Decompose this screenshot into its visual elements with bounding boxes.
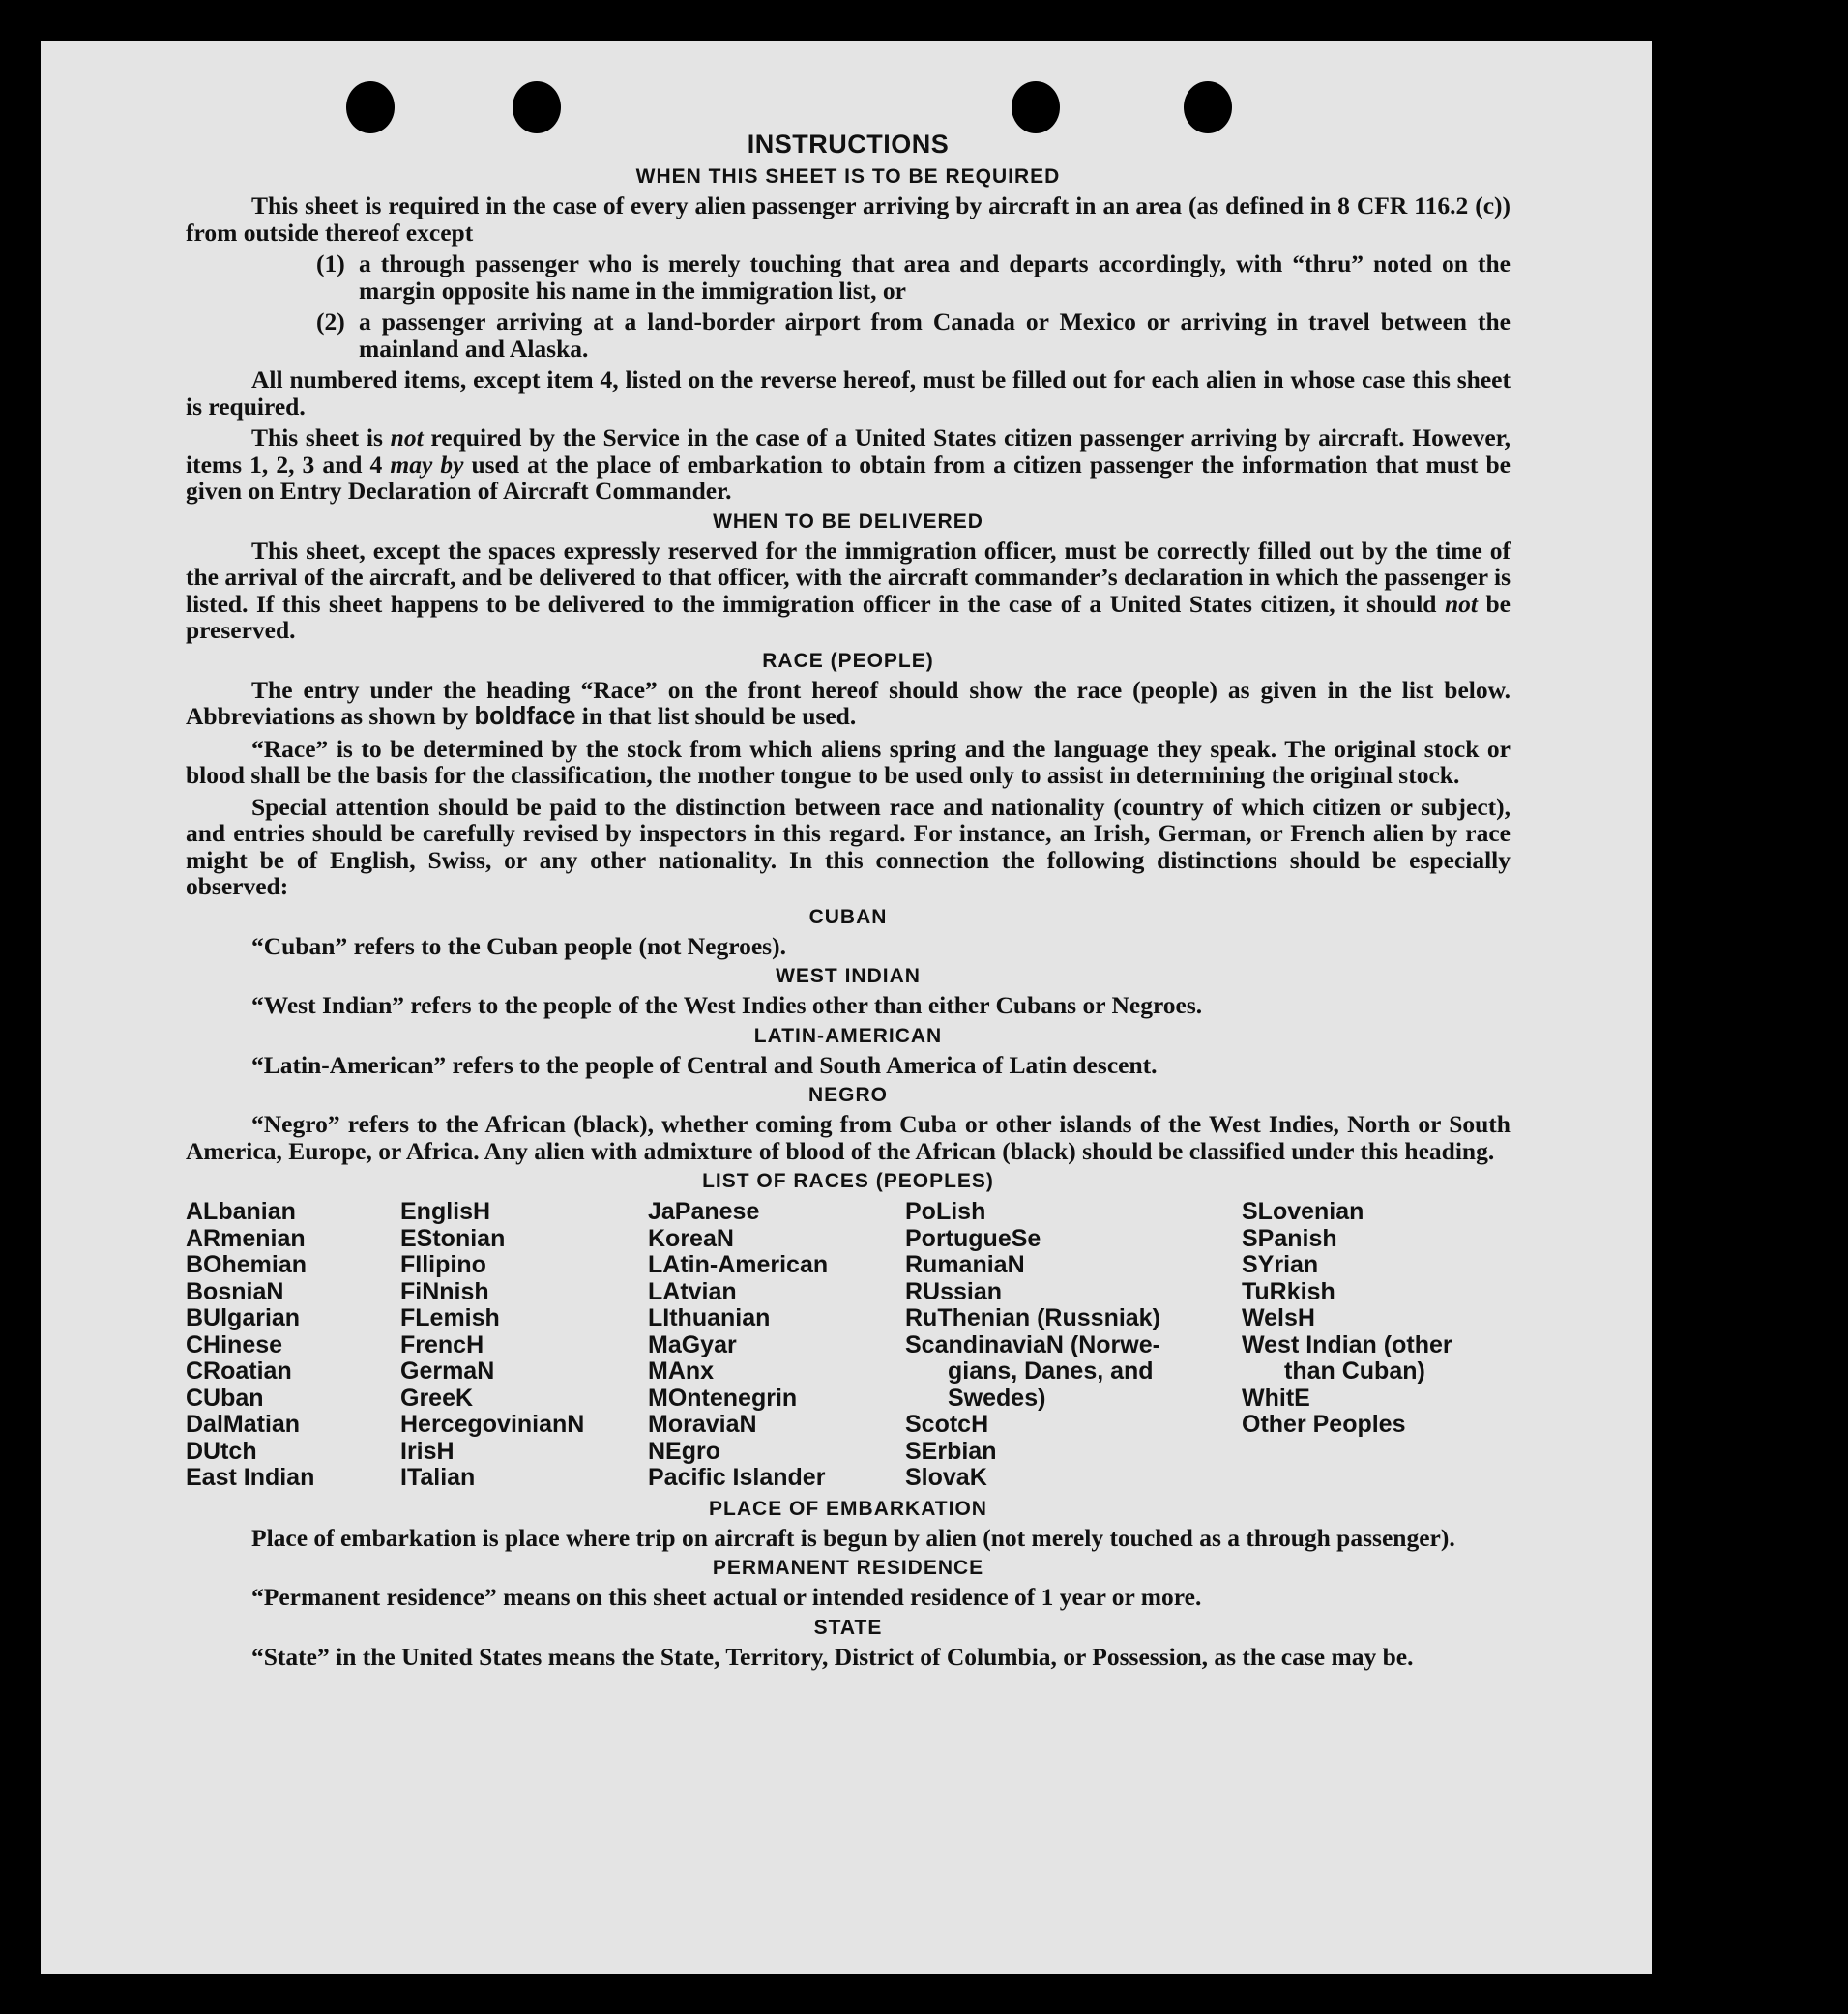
paragraph: “Race” is to be determined by the stock from which aliens spring and the language they speak. The original stock or blood shall be the basis for the classification, the mother tongue to be used only to assist in determining the original stock. [186,734,1511,789]
race-entry: LAtvian [648,1277,737,1305]
race-entry: DUtch [186,1437,257,1465]
race-entry: East Indian [186,1464,315,1491]
race-entry: LIthuanian [648,1304,771,1331]
races-list-heading: LIST OF RACES (PEOPLES) [702,1170,994,1192]
exception-item: (2) a passenger arriving at a land-border airport from Canada or Mexico or arriving in travel between the mainland and Alaska. [316,307,1511,363]
race-entry: JaPanese [648,1198,760,1225]
race-entry: NEgro [648,1437,720,1465]
race-entry: West Indian (other [1242,1330,1452,1358]
race-entry: GermaN [400,1357,495,1385]
page-title: INSTRUCTIONS [747,130,950,159]
paragraph: “Cuban” refers to the Cuban people (not Negroes). [251,931,786,960]
race-entry: FIlipino [400,1251,486,1278]
section-heading-cuban: CUBAN [808,905,888,928]
race-entry: PoLish [905,1198,986,1225]
race-entry: RumaniaN [905,1251,1025,1278]
race-entry: SYrian [1242,1251,1319,1278]
punch-hole [1184,81,1232,133]
race-entry: KoreaN [648,1224,734,1252]
section-heading-embarkation: PLACE OF EMBARKATION [709,1497,987,1520]
section-heading-race: RACE (PEOPLE) [762,649,934,672]
race-entry: EnglisH [400,1198,491,1225]
race-entry: CRoatian [186,1357,292,1385]
race-entry: ScotcH [905,1411,989,1438]
paragraph: Place of embarkation is place where trip on aircraft is begun by alien (not merely touched as a through passenger). [251,1523,1455,1552]
paragraph: “West Indian” refers to the people of the West Indies other than either Cubans or Negroes. [251,991,1203,1019]
instructions-body [186,130,1511,1675]
race-entry: BosniaN [186,1277,284,1305]
race-entry: FrencH [400,1330,484,1358]
race-entry: CUban [186,1384,264,1412]
race-entry: MOntenegrin [648,1384,798,1412]
document-page [41,41,1652,1974]
race-entry: SErbian [905,1437,997,1465]
race-entry: HercegovinianN [400,1411,585,1438]
races-column [400,1199,648,1492]
race-entry: EStonian [400,1224,506,1252]
race-entry: Pacific Islander [648,1464,826,1491]
race-entry: BOhemian [186,1251,308,1278]
section-heading-required: WHEN THIS SHEET IS TO BE REQUIRED [635,165,1061,188]
races-column [905,1199,1242,1492]
race-entry: ITalian [400,1464,476,1491]
section-heading-residence: PERMANENT RESIDENCE [712,1557,984,1579]
race-entry: IrisH [400,1437,455,1465]
race-entry: Other Peoples [1242,1411,1406,1438]
race-entry: WhitE [1242,1384,1310,1412]
section-heading-delivered: WHEN TO BE DELIVERED [713,510,983,533]
exception-item: (1) a through passenger who is merely touching that area and departs accordingly, with “thru” noted on the margin opposite his name in the immigration list, or [316,249,1511,305]
race-entry: Swedes) [948,1384,1046,1412]
paragraph: This sheet, except the spaces expressly reserved for the immigration officer, must be correctly filled out by the time of the arrival of the aircraft, and be delivered to that officer, with the aircraft commander’s declaration in which the passenger is listed. If this sheet happens to be delivered to the immigration officer in the case of a United States citizen, it should not be preserved. [186,536,1511,644]
race-entry: SPanish [1242,1224,1337,1252]
race-entry: ALbanian [186,1198,296,1225]
paragraph: This sheet is not required by the Service in the case of a United States citizen passenger arriving by aircraft. However, items 1, 2, 3 and 4 may by used at the place of embarkation to obtain from a citizen passenger the information that must be given on Entry Declaration of Aircraft Commander. [186,423,1511,505]
races-column [186,1199,400,1492]
paragraph: This sheet is required in the case of every alien passenger arriving by aircraft in an area (as defined in 8 CFR 116.2 (c)) from outside thereof except [186,191,1511,247]
paragraph: The entry under the heading “Race” on the front hereof should show the race (people) as given in the list below. Abbreviations as shown by boldface in that list should be used. [186,675,1511,730]
punch-hole [1012,81,1060,133]
race-entry: ScandinaviaN (Norwe- [905,1330,1160,1358]
race-entry: RuThenian (Russniak) [905,1304,1160,1331]
race-entry: GreeK [400,1384,474,1412]
race-entry: MoraviaN [648,1411,757,1438]
race-entry: WelsH [1242,1304,1315,1331]
paragraph: “State” in the United States means the State, Territory, District of Columbia, or Possession, as the case may be. [251,1642,1414,1671]
race-entry: FiNnish [400,1277,489,1305]
race-entry: than Cuban) [1284,1357,1425,1385]
race-entry: SLovenian [1242,1198,1364,1225]
race-entry: DalMatian [186,1411,301,1438]
paragraph: “Permanent residence” means on this sheet actual or intended residence of 1 year or more. [251,1583,1202,1611]
races-list [186,1199,1511,1492]
race-entry: LAtin-American [648,1251,829,1278]
race-entry: ARmenian [186,1224,306,1252]
section-heading-negro: NEGRO [807,1084,888,1106]
race-entry: PortugueSe [905,1224,1041,1252]
race-entry: MAnx [648,1357,715,1385]
race-entry: SlovaK [905,1464,987,1491]
race-entry: RUssian [905,1277,1003,1305]
race-entry: BUlgarian [186,1304,301,1331]
section-heading-latin-american: LATIN-AMERICAN [753,1024,943,1047]
races-column [1242,1199,1509,1492]
section-heading-west-indian: WEST INDIAN [776,965,921,987]
race-entry: CHinese [186,1330,283,1358]
section-heading-state: STATE [813,1616,883,1639]
paragraph: All numbered items, except item 4, listed on the reverse hereof, must be filled out for each alien in whose case this sheet is required. [186,365,1511,421]
race-entry: gians, Danes, and [948,1357,1154,1385]
races-column [648,1199,905,1492]
race-entry: MaGyar [648,1330,737,1358]
paragraph: “Negro” refers to the African (black), whether coming from Cuba or other islands of the West Indies, North or South America, Europe, or Africa. Any alien with admixture of blood of the African (black) should be classified under this heading. [186,1110,1511,1165]
paragraph: Special attention should be paid to the distinction between race and nationality (country of which citizen or subject), and entries should be carefully revised by inspectors in this regard. For instance, an Irish, German, or French alien by race might be of English, Swiss, or any other nationality. In this connection the following distinctions should be especially observed: [186,792,1511,900]
paragraph: “Latin-American” refers to the people of Central and South America of Latin descent. [251,1050,1158,1079]
race-entry: TuRkish [1242,1277,1335,1305]
race-entry: FLemish [400,1304,500,1331]
punch-hole [346,81,395,133]
punch-hole [513,81,561,133]
